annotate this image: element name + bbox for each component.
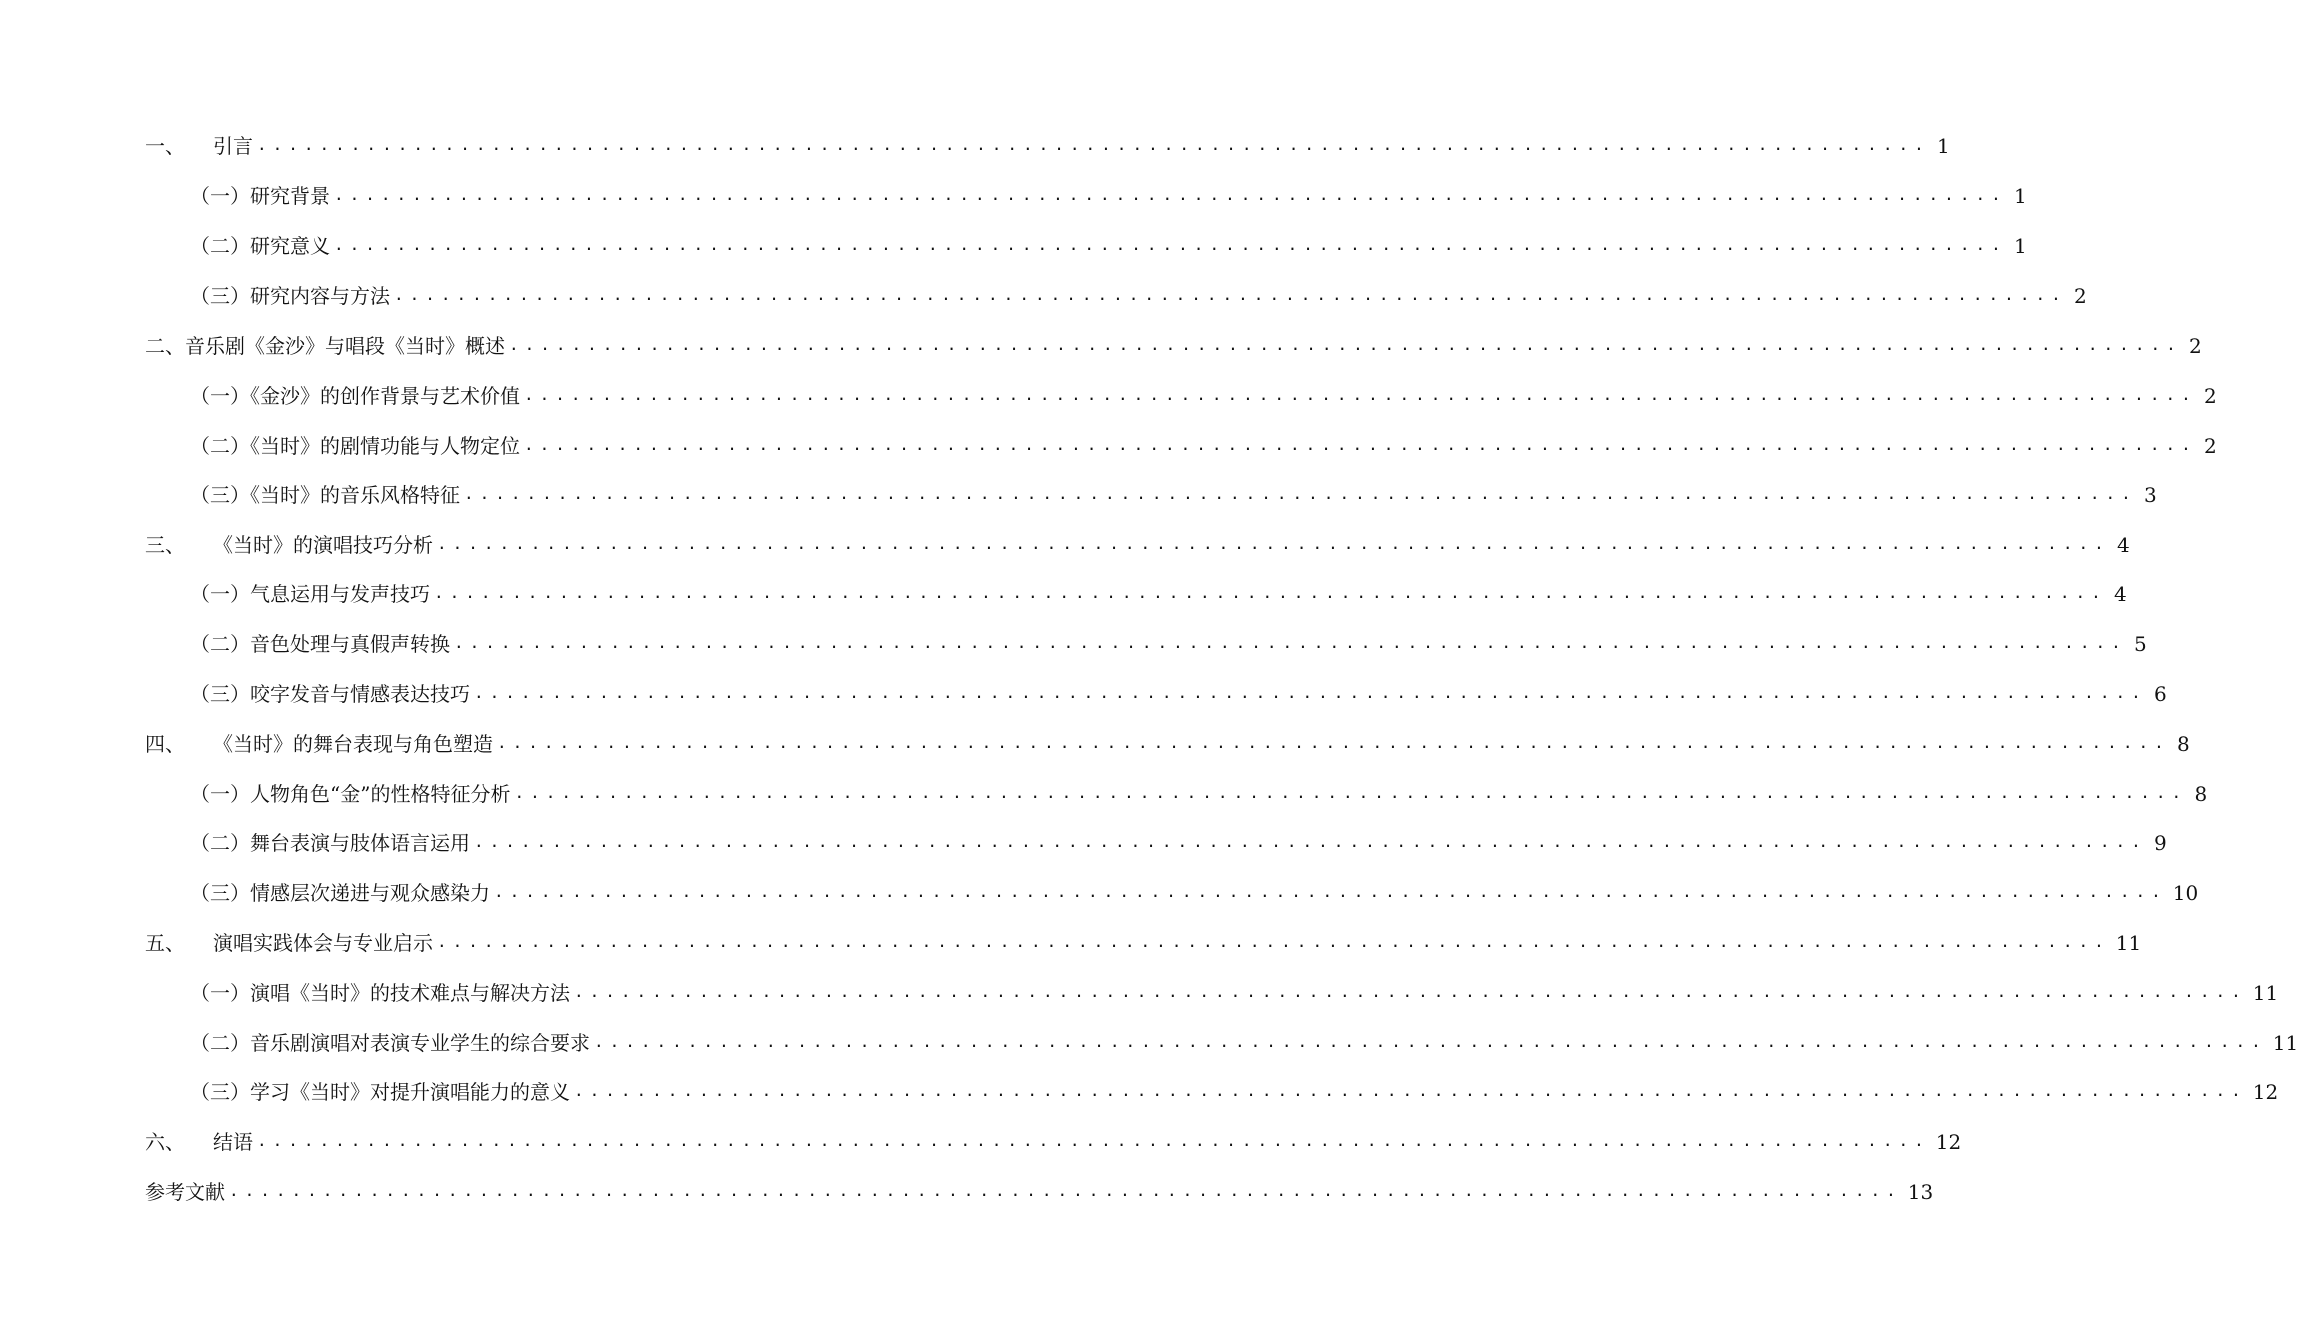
toc-entry-3-3[interactable] [190, 672, 2167, 706]
dot-leader: ........................................................................................................... [334, 185, 2007, 204]
dot-leader: ........................................................................................................... [474, 832, 2147, 851]
toc-entry-page: 9 [2153, 831, 2167, 855]
toc-entry-section-6[interactable] [145, 1120, 1962, 1154]
dot-leader: ........................................................................................................... [509, 335, 2182, 354]
toc-entry-2-1[interactable] [190, 374, 2217, 408]
dot-leader: ........................................................................................................... [474, 683, 2147, 702]
toc-entry-title: （一）研究背景 [190, 184, 330, 208]
toc-entry-page: 2 [2188, 334, 2202, 358]
toc-entry-title: 引言 [213, 134, 253, 158]
dot-leader: ........................................................................................................... [454, 633, 2127, 652]
toc-entry-page: 6 [2153, 682, 2167, 706]
dot-leader: ........................................................................................................... [524, 385, 2197, 404]
toc-entry-title: 《当时》的演唱技巧分析 [213, 533, 433, 557]
toc-entry-number: 三、 [145, 533, 185, 557]
toc-entry-page: 13 [1907, 1180, 1934, 1204]
toc-entry-page: 8 [2176, 732, 2190, 756]
toc-entry-page: 4 [2113, 582, 2127, 606]
toc-entry-page: 1 [1936, 134, 1950, 158]
toc-entry-3-2[interactable] [190, 622, 2147, 656]
toc-entry-number: 一、 [145, 134, 185, 158]
dot-leader: ........................................................................................................... [257, 1131, 1930, 1150]
toc-entry-page: 3 [2143, 483, 2157, 507]
toc-entry-number: 四、 [145, 732, 185, 756]
toc-entry-title: （一）气息运用与发声技巧 [190, 582, 430, 606]
toc-entry-section-1[interactable] [145, 124, 1950, 158]
toc-entry-title: 演唱实践体会与专业启示 [213, 931, 433, 955]
toc-entry-3-1[interactable] [190, 572, 2127, 606]
dot-leader: ........................................................................................................... [574, 1081, 2247, 1100]
toc-entry-title: （一）人物角色“金”的性格特征分析 [190, 782, 511, 806]
toc-entry-title: 结语 [213, 1130, 253, 1154]
toc-entry-4-1[interactable] [190, 772, 2208, 806]
toc-entry-section-3[interactable] [145, 523, 2130, 557]
dot-leader: ........................................................................................................... [394, 285, 2067, 304]
toc-entry-title: （一）演唱《当时》的技术难点与解决方法 [190, 981, 570, 1005]
toc-entry-title: （三）研究内容与方法 [190, 284, 390, 308]
dot-leader: ........................................................................................................... [464, 484, 2137, 503]
toc-entry-title: （二）研究意义 [190, 234, 330, 258]
toc-entry-1-2[interactable] [190, 224, 2027, 258]
toc-entry-title: （三）《当时》的音乐风格特征 [190, 483, 460, 507]
toc-entry-title: （二）音色处理与真假声转换 [190, 632, 450, 656]
toc-entry-page: 12 [1935, 1130, 1962, 1154]
toc-entry-4-3[interactable] [190, 871, 2199, 905]
toc-entry-2-2[interactable] [190, 424, 2217, 458]
toc-entry-5-1[interactable] [190, 971, 2279, 1005]
dot-leader: ........................................................................................................... [497, 733, 2170, 752]
toc-entry-title: 二、音乐剧《金沙》与唱段《当时》概述 [145, 334, 505, 358]
toc-entry-number: 五、 [145, 931, 185, 955]
toc-entry-4-2[interactable] [190, 821, 2167, 855]
toc-entry-section-4[interactable] [145, 722, 2190, 756]
toc-entry-page: 11 [2252, 981, 2279, 1005]
toc-entry-title: 《当时》的舞台表现与角色塑造 [213, 732, 493, 756]
toc-entry-title: （二）舞台表演与肢体语言运用 [190, 831, 470, 855]
dot-leader: ........................................................................................................... [434, 583, 2107, 602]
toc-entry-references[interactable] [145, 1170, 1934, 1204]
toc-entry-page: 4 [2116, 533, 2130, 557]
toc-entry-page: 2 [2203, 384, 2217, 408]
toc-entry-page: 5 [2133, 632, 2147, 656]
toc-entry-title: （一）《金沙》的创作背景与艺术价值 [190, 384, 520, 408]
toc-entry-page: 11 [2272, 1031, 2298, 1055]
toc-entry-page: 1 [2013, 184, 2027, 208]
toc-entry-page: 11 [2115, 931, 2142, 955]
dot-leader: ........................................................................................................... [257, 135, 1930, 154]
toc-entry-2-3[interactable] [190, 473, 2157, 507]
dot-leader: ........................................................................................................... [437, 932, 2110, 951]
toc-entry-title: （二）音乐剧演唱对表演专业学生的综合要求 [190, 1031, 590, 1055]
toc-entry-page: 1 [2013, 234, 2027, 258]
dot-leader: ........................................................................................................... [437, 534, 2110, 553]
toc-entry-1-3[interactable] [190, 274, 2087, 308]
toc-entry-page: 8 [2194, 782, 2208, 806]
toc-entry-number: 六、 [145, 1130, 185, 1154]
toc-entry-page: 10 [2172, 881, 2199, 905]
dot-leader: ........................................................................................................... [524, 435, 2197, 454]
toc-entry-5-2[interactable] [190, 1021, 2298, 1055]
dot-leader: ........................................................................................................... [574, 982, 2247, 1001]
dot-leader: ........................................................................................................... [229, 1181, 1902, 1200]
toc-entry-section-2[interactable] [145, 324, 2202, 358]
dot-leader: ........................................................................................................... [494, 882, 2167, 901]
toc-entry-title: （二）《当时》的剧情功能与人物定位 [190, 434, 520, 458]
toc-entry-page: 12 [2252, 1080, 2279, 1104]
toc-entry-1-1[interactable] [190, 174, 2027, 208]
toc-entry-title: 参考文献 [145, 1180, 225, 1204]
toc-entry-title: （三）学习《当时》对提升演唱能力的意义 [190, 1080, 570, 1104]
toc-entry-title: （三）咬字发音与情感表达技巧 [190, 682, 470, 706]
dot-leader: ........................................................................................................... [334, 235, 2007, 254]
toc-entry-section-5[interactable] [145, 921, 2142, 955]
toc-entry-title: （三）情感层次递进与观众感染力 [190, 881, 490, 905]
toc-entry-page: 2 [2203, 434, 2217, 458]
toc-entry-5-3[interactable] [190, 1070, 2279, 1104]
dot-leader: ........................................................................................................... [514, 783, 2188, 802]
dot-leader: ........................................................................................................... [594, 1032, 2267, 1051]
toc-entry-page: 2 [2073, 284, 2087, 308]
